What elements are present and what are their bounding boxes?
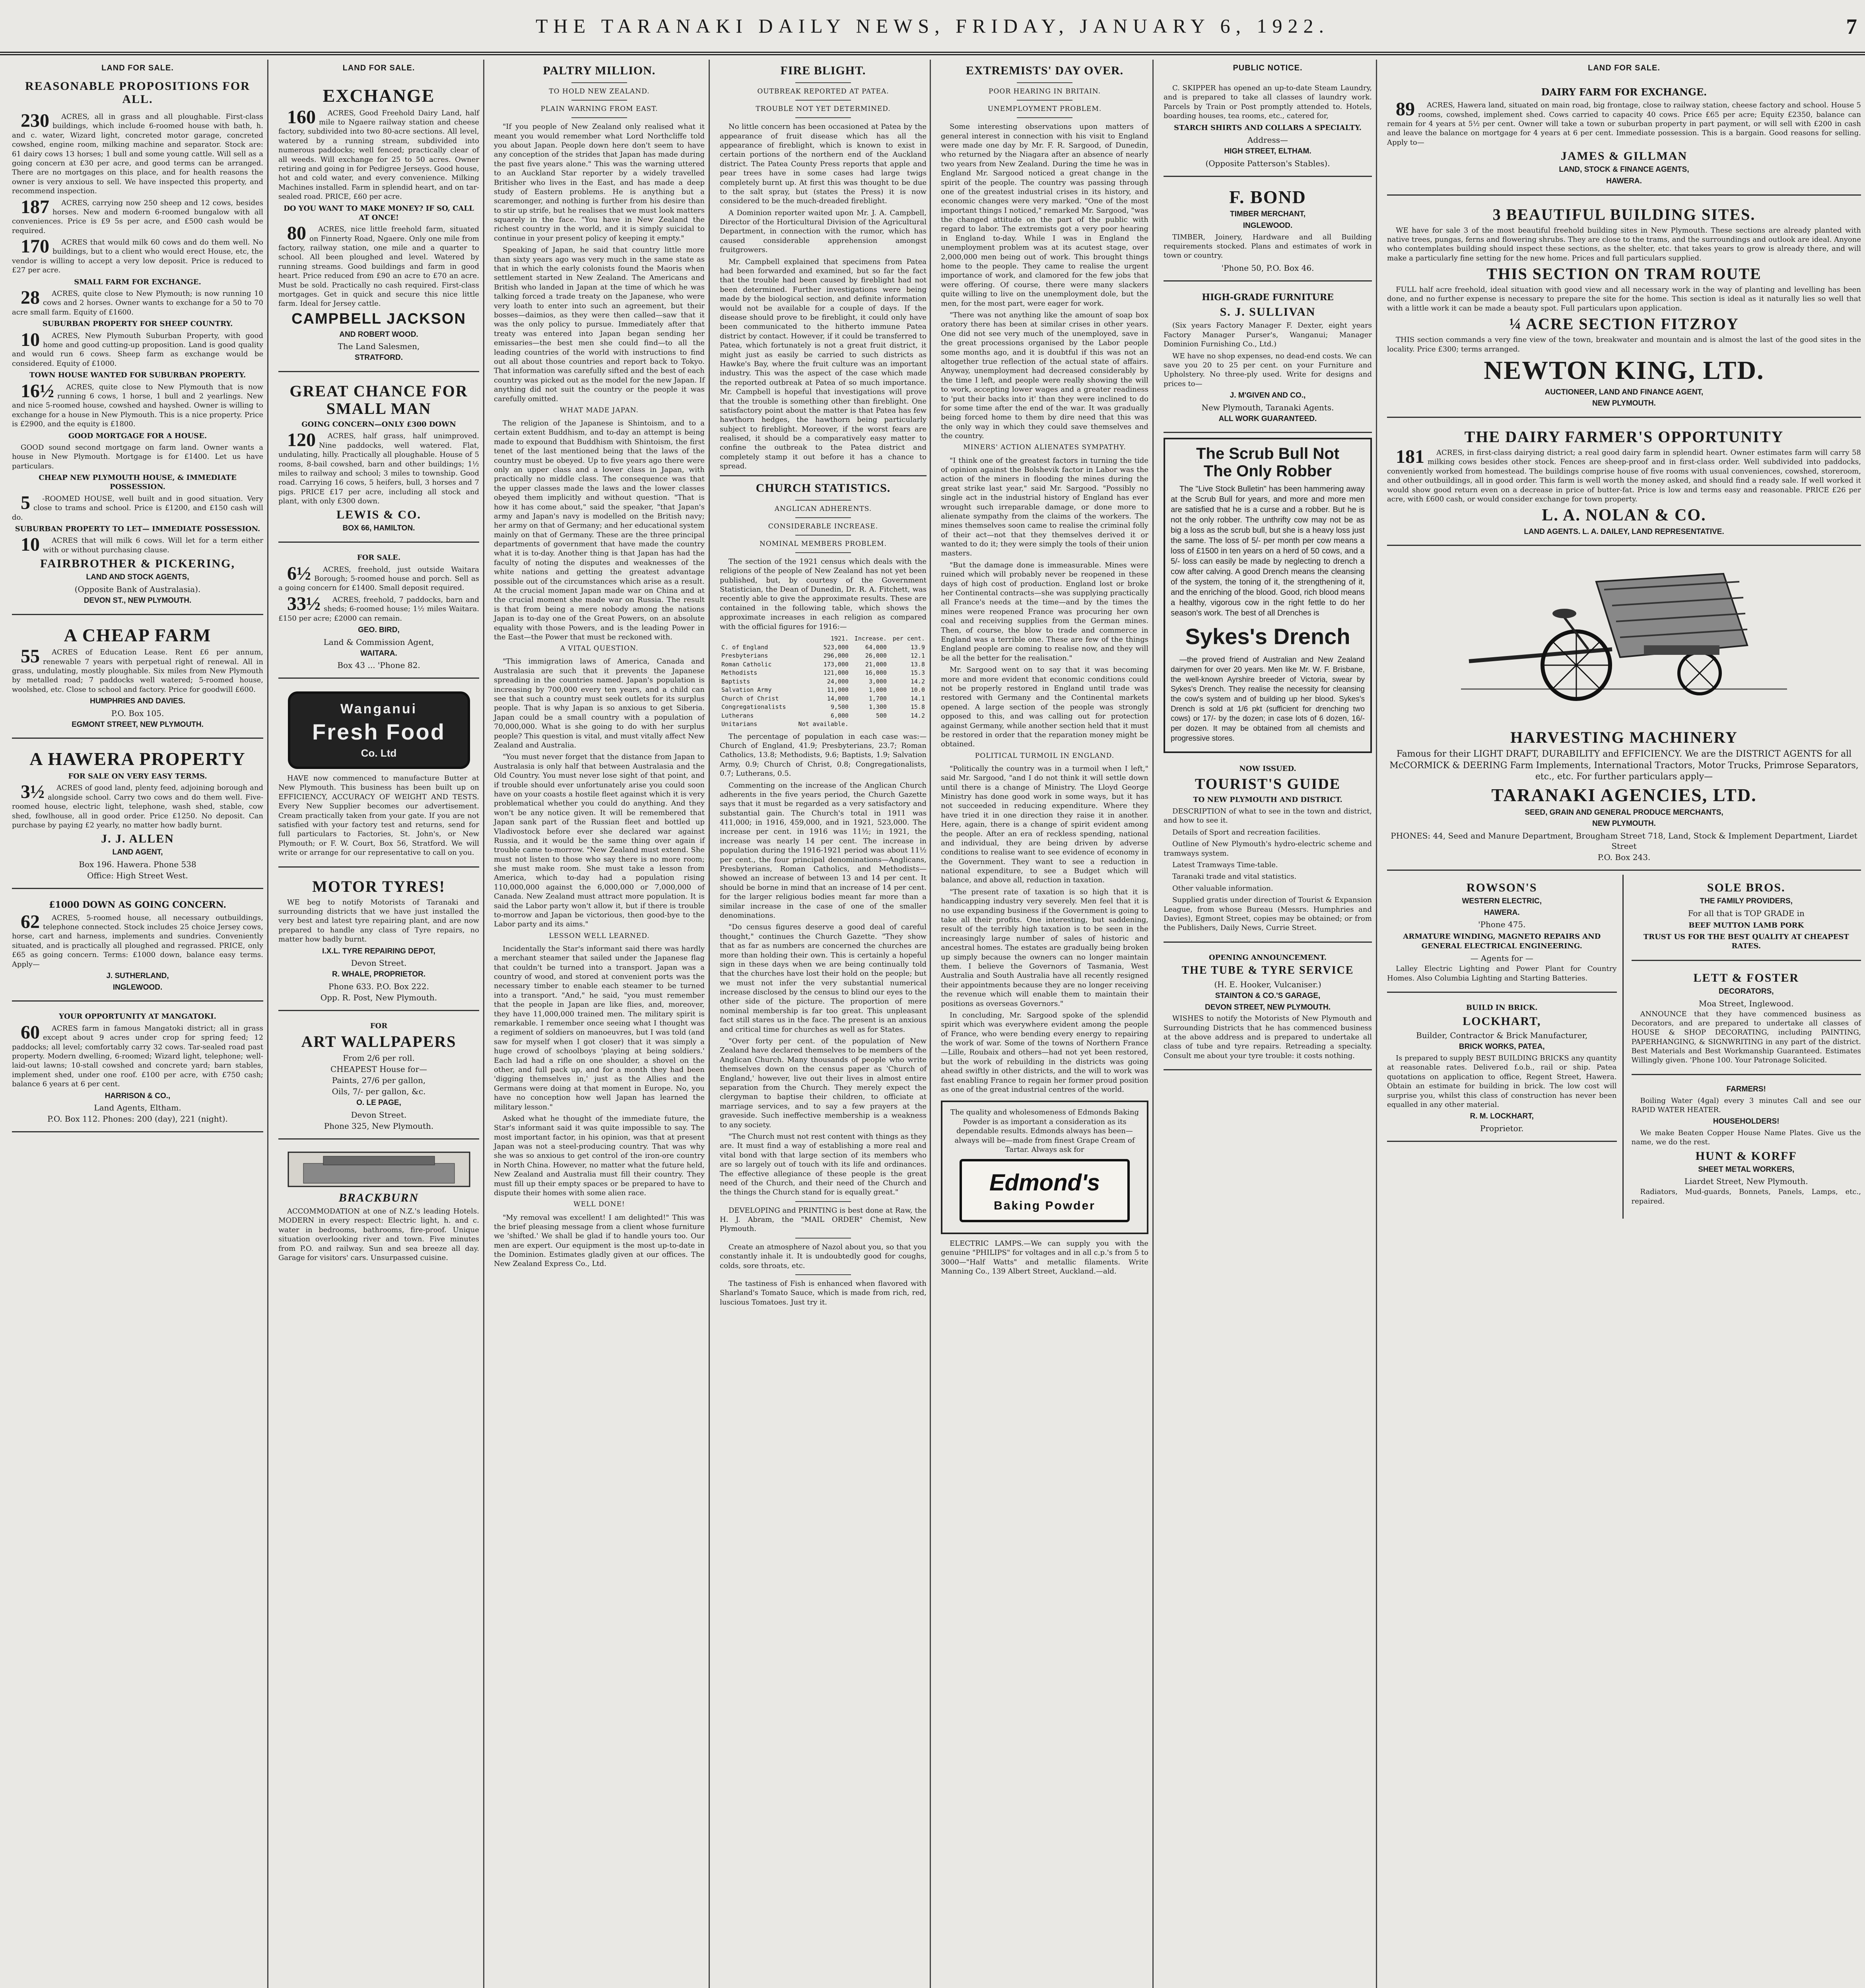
article-paragraph: "Politically the country was in a turmoil when I left," said Mr. Sargood, "and I do not think it will settle down until there is a change of Ministry. The Lloyd George Ministry has done good work in some ways, but it has not succeeded in reducing expenditure. Where they have tried it in one direction they raise it in another. Here, again, there is a change of spirit evident among the people. After an era of reckless spending, national and individual, they are being driven by adverse conditions to realise want to see evidence of economy in the Government. They want to see a reduction in national expenditure, to see a Budget which will balance, and above all, reduction in taxation. [941,764,1148,885]
ad-line: Paints, 27/6 per gallon, [332,1076,426,1085]
business-role: DECORATORS, [1718,987,1774,996]
article-subhead: POLITICAL TURMOIL IN ENGLAND. [975,751,1115,760]
category-heading: LAND FOR SALE. [101,64,174,72]
rule [795,117,851,118]
business-role: WESTERN ELECTRIC, [1462,897,1542,905]
ad-subheading: GOING CONCERN—ONLY £300 DOWN [301,420,456,429]
ad-items: BEEF MUTTON LAMB PORK [1688,921,1804,930]
category-heading: LAND FOR SALE. [1588,64,1660,72]
category-heading: PUBLIC NOTICE. [1233,64,1303,72]
ad-heading: The Only Robber [1203,462,1332,480]
rule [1017,82,1072,83]
ad-going-concern: £1000 DOWN AS GOING CONCERN. 62 ACRES, 5-roomed house, all necessary outbuildings, telephone connected. Stock includes 25 choice Jersey cows, horse, cart and harness, implements and sundries. Conveniently situated, and is practically all ploughed and regrassed. PRICE, only £65 as going concern. Terms: £1000 down, balance easy terms. Apply— J. SUTHERLAND, INGLEWOOD. [12,893,263,1002]
business-address: Devon Street. [351,958,407,968]
business-town: New Plymouth, Taranaki Agents. [1201,402,1334,412]
ad-body: Is prepared to supply BEST BUILDING BRICKS any quantity at reasonable rates. Delivered f.o.b., rail or ship. Patea quotations on application to office, Regent Street, Hawera. Obtain an estimate for building in brick. The low cost will surprise you, whilst this class of construction has never been equalled in any other material. [1387,1054,1617,1109]
ad-heading: THIS SECTION ON TRAM ROUTE [1486,265,1762,283]
column-paltry-million [490,60,709,1988]
rule [1017,117,1072,118]
ad-sykes-drench [1164,438,1372,753]
rule [795,535,851,536]
agent-role: Land Agents, Eltham. [94,1103,181,1113]
hotel-name: BRACKBURN [338,1191,419,1204]
ad-heading: HIGH-GRADE FURNITURE [1202,292,1334,303]
list-item: DESCRIPTION of what to see in the town and district, and how to see it. [1164,807,1372,825]
ad-skipper-laundry [1164,80,1372,177]
address-label: Address— [1247,135,1288,145]
article-deck: PLAIN WARNING FROM EAST. [540,105,658,113]
rule [571,82,627,83]
business-role: TIMBER MERCHANT, [1230,210,1306,219]
agent-subname: AND ROBERT WOOD. [339,330,418,339]
ad-body: We make Beaten Copper House Name Plates. Give us the name, we do the rest. [1631,1129,1861,1147]
business-role: THE FAMILY PROVIDERS, [1700,897,1793,905]
business-name: O. LE PAGE, [356,1099,401,1107]
ad-heading: A HAWERA PROPERTY [29,749,246,769]
bottom-ads-row [1387,875,1861,1219]
rule [795,100,851,101]
bottom-ads-right [1632,875,1861,1219]
table-row: Church of Christ 14,000 1,700 14.1 [721,695,925,702]
ad-body: Famous for their LIGHT DRAFT, DURABILITY and EFFICIENCY. We are the DISTRICT AGENTS for all McCORMICK & DEERING Farm Implements, International Tractors, Motor Trucks, Primrose Separators, etc., etc. For further particulars apply— [1389,749,1859,782]
ad-body: WE beg to notify Motorists of Taranaki and surrounding districts that we have just installed the very best and latest tyre repairing plant, and are now prepared to handle any class of Tyre repairs, no matter how badly burnt. [278,898,479,944]
article-paragraph: Speaking of Japan, he said that country little more than sixty years ago was very much in the same state as that in which the early colonists found the Maoris when settlement started in New Zealand. The Americans and British who landed in Japan at the time of which he was talking forced a trade treaty on the Japanese, who were very loath to enter into such an agreement, but their bosses—daimios, as they were then called—saw that it was the only policy to pursue. Immediately after that treaty was entered into Japan began sending her emissaries—the best men she could find—to all the leading countries of the world with instructions to find out all about those countries and report back to Tokyo. That information was carefully sifted and the best of each country was picked out as the model for the new Japan. If anything did not suit the country or the people it was carefully omitted. [494,246,705,403]
contact: Phone 633. P.O. Box 222. [328,981,429,991]
article-subhead: MINERS' ACTION ALIENATES SYMPATHY. [963,443,1126,452]
article-deck: POOR HEARING IN BRITAIN. [989,87,1101,95]
table-row: Roman Catholic 173,000 21,000 13.8 [721,660,925,668]
ad-body: Boiling Water (4gal) every 3 minutes Call and see our RAPID WATER HEATER. [1631,1096,1861,1114]
ad-lockhart [1387,997,1617,1142]
agent-contact: Box 43 ... 'Phone 82. [337,660,420,670]
listing-subhead: TOWN HOUSE WANTED FOR SUBURBAN PROPERTY. [29,371,246,380]
rule [795,1274,851,1275]
contact: PHONES: 44, Seed and Manure Department, Brougham Street 718, Land, Stock & Implement Department, Liardet Street [1391,831,1857,851]
agent-town: INGLEWOOD. [113,983,163,992]
article-deck: TROUBLE NOT YET DETERMINED. [756,105,891,113]
ad-fresh-food [278,683,479,867]
article-paragraph: The religion of the Japanese is Shintoism, and to a certain extent Buddhism, and to-day an attempt is being made to expound that Buddhism with Shintoism, the first tenet of the last mentioned being that the laws of the country must be obeyed. Up to five years ago there were only an upper class and a lower class in Japan, with practically no middle class. The consequence was that the upper classes made the laws and the lower classes obeyed them implicitly and without question. "That is how it has come about," said the speaker, "that Japan's army and Japan's navy is modelled on the British navy; her army on that of Germany; and her educational system mainly on that of Germany. These are the three principal departments of government that have made the country what it is to-day. Another thing is that Japan has had the faculty of noting the disputes and weaknesses of the white nations and getting the greatest advantage possible out of the circumstances which arise as a result. At the crucial moment Japan made war on China and at the crucial moment she made war on Russia. The result is that from being a mere nobody among the nations Japan is to-day one of the Great Powers, on an absolute equality with those Powers, and is the leading Power in the East—the Power that must be reckoned with. [494,419,705,641]
agent-name: HARRISON & CO., [105,1091,171,1100]
ad-hunt-korff [1632,1079,1861,1215]
agent-contact: P.O. Box 112. Phones: 200 (day), 221 (night). [47,1114,228,1124]
article-paragraph: "Do census figures deserve a good deal of careful thought," continues the Church Gazette. "They show that as far as numbers are concerned the churches are more than holding their own. This is certainly a hopeful sign in these days when we are being continually told that the churches have lost their hold on the people; but we must not infer the very substantial numerical increase disclosed by the census to blind our eyes to the other side of the picture. The proportion of mere nominal membership is far too great. This unpleasant fact still stares us in the face. The present is an anxious and critical time for churches as well as for States. [720,923,927,1034]
ad-body: TIMBER, Joinery, Hardware and all Building requirements stocked. Plans and estimates of work in town or country. [1164,233,1372,260]
ad-tube-tyre [1164,947,1372,1071]
article-paragraph: "The present rate of taxation is so high that it is handicapping industry very severely. Men feel that it is no use expanding business if the Government is going to take all their profits. One interesting, but saddening, result of the terribly high taxation is to be seen in the increasingly large number of sales of historic and ancestral homes. The estates are gradually being broken up simply because the owners can no longer maintain them. I believe the Governors of Tasmania, West Australia and South Australia have all recently resigned their appointments because they are no longer receiving the revenue which will enable them to maintain their positions as overseas Governors." [941,887,1148,1008]
ad-body: Radiators, Mud-guards, Bonnets, Panels, Lamps, etc., repaired. [1631,1188,1861,1206]
ad-kicker: — Agents for — [1470,953,1533,963]
ad-bond-timber [1164,181,1372,282]
notice-paragraph: DEVELOPING and PRINTING is best done at Raw, the H. J. Abram, the "MAIL ORDER" Chemist, New Plymouth. [720,1206,927,1233]
ad-body: THIS section commands a very fine view of the town, breakwater and mountain and is almost the last of the good sites in the locality. Price £300; terms arranged. [1387,336,1861,353]
agent-role: LAND AND STOCK AGENTS, [86,573,189,582]
article-headline: FIRE BLIGHT. [780,64,866,77]
notice-paragraph: ELECTRIC LAMPS.—We can supply you with the genuine "PHILIPS" for voltages and in all c.p.'s from 5 to 3000—"Half Watts" and metallic filaments. Write Manning Co., 139 Albert Street, Auckland.—ald. [941,1239,1148,1276]
article-deck: NOMINAL MEMBERS PROBLEM. [760,540,887,548]
agent-name: NEWTON KING, LTD. [1484,356,1764,385]
ad-body: ANNOUNCE that they have commenced business as Decorators, and are prepared to undertake all classes of HOUSE & SHOP DECORATING, including PAINTING, PAPERHANGING, & SIGNWRITING in any part of the district. Best Materials and Best Workmanship Guaranteed. Estimates Willingly given. 'Phone 100. Your Patronage Solicited. [1631,1010,1861,1065]
business-note: ALL WORK GUARANTEED. [1218,414,1317,423]
ad-body: ARMATURE WINDING, MAGNETO REPAIRS AND GENERAL ELECTRICAL ENGINEERING. [1403,932,1601,950]
bottom-ads-left [1387,875,1624,1219]
agent-town: HAWERA. [1606,177,1642,185]
article-paragraph: Mr. Sargood went on to say that it was becoming more and more evident that economic conditions could not be properly restored in England until trade was restored with Germany and the Continental markets opened. A large section of the people was strongly opposed to this, and was calling out for protection against Germany, while another section held that it must be restored in order that the reparation money might be obtained. [941,666,1148,749]
ad-great-chance: GREAT CHANCE FOR SMALL MAN GOING CONCERN—ONLY £300 DOWN 120 ACRES, half grass, half unimproved. Nine paddocks, well watered. Flat, undulating, hilly. Practically all ploughable. House of 5 rooms, 8-bail cowshed, barn and other buildings; 1½ miles to railway and school; 3 miles to township. Good road. Carrying 16 cows, 5 heifers, bull, 3 horses and 7 pigs. PRICE £17 per acre, including all stock and plant, with only £300 down. LEWIS & CO. BOX 66, HAMILTON. [278,376,479,543]
list-item: Supplied gratis under direction of Tourist & Expansion League, from whose Bureau (Messrs. Humphries and Davies), Egmont Street, copies may be obtained; or from the Publishers, Daily News, Currie Street. [1164,896,1372,932]
article-headline: EXTREMISTS' DAY OVER. [966,64,1124,77]
contact: 'Phone 475. [1478,920,1526,930]
ad-line: CHEAPEST House for— [330,1064,427,1074]
ad-subheading: TO NEW PLYMOUTH AND DISTRICT. [1193,795,1342,804]
ad-heading: REASONABLE PROPOSITIONS FOR ALL. [25,80,250,106]
hotel-illustration [288,1151,470,1187]
article-deck: ANGLICAN ADHERENTS. [774,505,872,513]
agent-name: HUMPHRIES AND DAVIES. [90,697,185,706]
business-name: SOLE BROS. [1707,881,1785,894]
notice-paragraph: The tastiness of Fish is enhanced when flavored with Sharland's Tomato Sauce, which is made from rich, red, luscious Tomatoes. Just try it. [720,1279,927,1307]
article-paragraph: Asked what he thought of the immediate future, the Star's informant said it was quite impossible to say. The most important factor, in his opinion, was that at present Japan was not a steel-producing country. That was why she was so anxious to get control of the iron-ore country in North China. However, no matter what the future held, New Zealand and Australia must fill their country. They must fill up their empty spaces or be prepared to have to dispute their homes with some alien race. [494,1114,705,1198]
article-deck: TO HOLD NEW ZEALAND. [549,87,650,95]
address-note: (Opposite Patterson's Stables). [1205,158,1330,168]
ad-body: WE have for sale 3 of the most beautiful freehold building sites in New Plymouth. These sections are already planted with native trees, pungas, ferns and flowering shrubs. They are close to the trams, and the surroundings and outlook are ideal. Anyone who contemplates building should inspect these sections, as the shelter, etc. that takes years to grow is already there, and will make a particularly fine setting for the new home. Prices and full particulars supplied. [1387,226,1861,262]
ad-dairy-exchange: DAIRY FARM FOR EXCHANGE. 89 ACRES, Hawera land, situated on main road, big frontage, close to railway station, cheese factory and school. House 5 rooms, cowshed, implement shed. Cows carried to capacity 40 cows. Price £65 per acre; Equity £2350, balance can remain for 4 years at 5½ per cent. Owner will take a town or suburban property in part payment, or will sell with £200 in cash and leave the balance on mortgage for 4 years at 6 per cent. Immediate possession. This is a bargain. Good reasons for selling. Apply to— JAMES & GILLMAN LAND, STOCK & FINANCE AGENTS, HAWERA. [1387,80,1861,196]
business-town: HAWERA. [1484,908,1520,917]
page-number: 7 [1846,14,1857,39]
column-notices [1160,60,1376,1988]
business-name: ROWSON'S [1466,881,1537,894]
ad-listing-block [12,108,263,615]
rule [1017,100,1072,101]
ad-heading: YOUR OPPORTUNITY AT MANGATOKI. [59,1012,216,1021]
agent-town: WAITARA. [360,649,397,658]
ad-body: C. SKIPPER has opened an up-to-date Steam Laundry, and is prepared to take all classes of laundry work. Parcels by Train or Post promptly attended to. Hotels, boarding houses, tea rooms, etc., catered for, [1164,84,1372,120]
listing-subhead: SUBURBAN PROPERTY TO LET— IMMEDIATE POSSESSION. [15,525,260,534]
agent-role: LAND, STOCK & FINANCE AGENTS, [1559,165,1689,174]
table-row: Lutherans 6,000 500 14.2 [721,712,925,719]
business-name: I.X.L. TYRE REPAIRING DEPOT, [322,947,435,955]
ad-heading: BUILD IN BRICK. [1466,1003,1538,1012]
list-item: Taranaki trade and vital statistics. [1172,872,1297,881]
edmonds-logo: Edmond's Baking Powder [960,1159,1130,1222]
business-name: J. M'GIVEN AND CO., [1230,391,1306,400]
listing-subhead: SMALL FARM FOR EXCHANGE. [74,278,201,286]
ad-heading: EXCHANGE [322,85,435,106]
agent-name: LEWIS & CO. [336,508,421,522]
rule [795,82,851,83]
agent-role: LAND AGENT, [112,848,163,857]
list-item: Outline of New Plymouth's hydro-electric scheme and tramways system. [1164,840,1372,858]
listing-subhead: CHEAP NEW PLYMOUTH HOUSE, & IMMEDIATE POSSESSION. [39,474,237,491]
ad-heading: ART WALLPAPERS [301,1033,457,1051]
ad-body: The "Live Stock Bulletin" has been hammering away at the Scrub Bull for years, and more and more men are satisfied that he is a curse and a robber. But he is not the only robber. The unthrifty cow may not be as big a loss as the scrub bull, but she is a heavy loss just the same. The loss of 5/- per month per cow means a loss of £1500 in ten years on a herd of 50 cows, and a 5/- loss can easily be made by neglecting to drench a cow after calving. A good Drench means the cleansing of the system, the toning of it, the strengthening of it, and the enriching of the blood. Good, rich blood means a healthy, vigorous cow in the right fettle to do her season's work. The best of all Drenches is [1171,485,1365,618]
business-address: Devon Street. [351,1110,407,1120]
ad-sullivan-furniture [1164,285,1372,433]
business-role: Builder, Contractor & Brick Manufacturer, [1416,1031,1588,1041]
article-paragraph: The section of the 1921 census which deals with the religions of the people of New Zealand has not yet been published, but, by courtesy of the Government Statistician, the Dean of Dunedin, Dr. R. A. Fitchett, was recently able to give the approximate results. These are contained in the following table, which shows the approximate increases in each religion as compared with the official figures for 1916:— [720,557,927,631]
agent-role: LAND AGENTS. L. A. DAILEY, LAND REPRESENTATIVE. [1524,527,1724,536]
agent-name: JAMES & GILLMAN [1560,149,1688,163]
ad-kicker: OPENING ANNOUNCEMENT. [1208,953,1327,962]
ad-heading: DAIRY FARM FOR EXCHANGE. [1541,86,1707,98]
ad-body: WISHES to notify the Motorists of New Plymouth and Surrounding Districts that he has commenced business at the above address and is prepared to undertake all class of tube and tyre repairs. Retreading a specialty. Consult me about your tyre trouble: it costs nothing. [1164,1014,1372,1060]
article-paragraph: "If you people of New Zealand only realised what it meant you would remember what Lord Northcliffe told you about Japan. People down here don't seem to have any conception of the strides that Japan has made during the past five years alone." This was the warning uttered to an Auckland Star reporter by a widely travelled Britisher who lives in the East, and has made a deep study of Eastern problems. He is anything but a scaremonger, and nothing is further from his desire than to stir up strife, but he realises that we must look matters squarely in the face. "You have in New Zealand the richest country in the world, and it is simply suicidal to continue in your present policy of keeping it empty." [494,122,705,243]
article-paragraph: The percentage of population in each case was:—Church of England, 41.9; Presbyterians, 23.7; Roman Catholics, 13.8; Methodists, 9.6; Baptists, 1.9; Salvation Army, 0.9; Church of Christ, 0.8; Congregationalists, 0.7; Lutherans, 0.5. [720,732,927,778]
agent-name: FAIRBROTHER & PICKERING, [40,557,235,571]
ad-body: The quality and wholesomeness of Edmonds Baking Powder is as important a consideration as its dependable results. Edmonds always has been—always will be—made from finest Grape Cream of Tartar. Always ask for [950,1108,1139,1154]
listing: 10 ACRES, New Plymouth Suburban Property, with good home and good cutting-up proposition. Land is good quality and would run 6 cows. Sheep farm as exchange would be considered. Equity of £1000. [12,329,263,368]
ad-lett-foster [1632,965,1861,1075]
article-paragraph: "Over forty per cent. of the population of New Zealand have declared themselves to be members of the Anglican Church. Many thousands of people who write themselves down on the census paper as 'Church of England,' however, live out their lives in almost entire separation from the Church. They merely expect the clergyman to baptise their children, to officiate at marriage services, and to say a few prayers at the graveside. Such ineffective membership is a weakness to any society. [720,1037,927,1129]
business-town: NEW PLYMOUTH. [1592,819,1656,828]
agent-role: Land & Commission Agent, [323,637,434,647]
column-rule [267,60,268,1988]
agent-name: J. J. ALLEN [101,832,174,846]
category-heading: LAND FOR SALE. [342,64,415,72]
ad-line: Oils, 7/- per gallon, &c. [332,1087,426,1097]
agent-name: J. SUTHERLAND, [106,972,169,980]
ad-body: HAVE now commenced to manufacture Butter at New Plymouth. This business has been built up on EFFICIENCY, ACCURACY OF WEIGHT AND TESTS. Every New Supplier becomes our advertisement. Cream practically taken from your gate. If you are not satisfied with your factory test and returns, send for full particulars to Factories, St. John's, or New Plymouth; or F. W. Court, Box 56, Stratford. We will write or arrange for our representative to call on you. [278,774,479,857]
column-fire-blight [716,60,931,1988]
proprietor-title: Proprietor. [1480,1124,1524,1134]
business-address: Liardet Street, New Plymouth. [1684,1176,1808,1186]
article-headline: PALTRY MILLION. [543,64,656,77]
listing: 170 ACRES that would milk 60 cows and do them well. No buildings, but to a client who would erect House, etc, the vendor is willing to accept a very low deposit. Price is reduced to £27 per acre. [12,236,263,275]
listing: 16½ ACRES, quite close to New Plymouth that is now running 6 cows, 1 horse, 1 bull and 2 yearlings. New and nice 5-roomed house, cowshed and hayshed. Owner is willing to exchange for a house in New Plymouth. This is a nice property. Price is £2900, and the equity is £1800. [12,380,263,429]
proprietor: R. WHALE, PROPRIETOR. [332,970,426,979]
article-paragraph: In concluding, Mr. Sargood spoke of the splendid spirit which was everywhere evident among the people of France, who were bending every energy to repairing the work of war. Some of the towns of Northern France—Lille, Roubaix and others—had not yet been restored, but the work of rebuilding in the districts was going ahead swiftly in other districts, and the will to work was fast enabling France to regain her former proud position as one of the great industrial centres of the world. [941,1011,1148,1094]
ad-newton-king [1387,200,1861,418]
business-name: HUNT & KORFF [1695,1149,1797,1163]
proprietor: R. M. LOCKHART, [1470,1112,1534,1121]
ad-heading: MOTOR TYRES! [312,877,445,895]
business-town: INGLEWOOD. [1243,221,1293,230]
business-name: TARANAKI AGENCIES, LTD. [1491,785,1757,805]
ad-hotel [278,1143,479,1271]
column-rule [709,60,710,1988]
rule [795,1201,851,1202]
proprietor: (H. E. Hooker, Vulcaniser.) [1214,979,1321,989]
article-paragraph: Incidentally the Star's informant said there was hardly a merchant steamer that sailed under the Japanese flag that couldn't be turned into a transport. Japan was a country of wood, and stored at convenient ports was the necessary timber to enable each steamer to be turned into a transport. "And," he said, "you must remember that the people in Japan are like flies, and, moreover, they have 11,000,000 trained men. The military spirit is remarkable. I remember once seeing what I thought was a regiment of soldiers on manoeuvres, but I was told (and saw for myself when I got closer) that it was simply a huge crowd of schoolboys 'playing at being soldiers.' Each lad had a rifle on one shoulder, a shovel on the other, and full pack up, and for a month they had been 'digging themselves in,' just as the Allies and the Germans were doing at that moment in Europe. No, you have no conception how well Japan has learned the military lesson." [494,944,705,1111]
article-subhead: LESSON WELL LEARNED. [549,932,650,940]
ad-heading: GREAT CHANCE FOR SMALL MAN [289,382,468,417]
ad-line: For all that is TOP GRADE in [1688,908,1805,918]
ad-note: (Six years Factory Manager F. Dexter, eight years Factory Manager Purser's, Wanganui; Manager Dominion Furnishing Co., Ltd.) [1164,321,1372,349]
contact-location: Opp. R. Post, New Plymouth. [320,992,437,1002]
agent-name: CAMPBELL JACKSON [291,310,466,327]
agent-role: The Land Salesmen, [338,342,420,351]
ad-exchange: EXCHANGE 160 ACRES, Good Freehold Dairy Land, half mile to Ngaere railway station and cheese factory, subdivided into two 80-acre sections. All level, watered by a running stream, subdivided into numerous paddocks; well fenced; practically clear of all weeds. Will exchange for 25 to 50 acres. Owner retiring and going in for Pedigree Jerseys. Good house, hot and cold water, and every convenience. Milking Machines installed. Farm in splendid heart, and on tar-sealed road. PRICE, £60 per acre. DO YOU WANT TO MAKE MONEY? IF SO, CALL AT ONCE! 80 ACRES, nice little freehold farm, situated on Finnerty Road, Ngaere. Only one mile from factory, railway station, one mile and a quarter to school. All been ploughed and level. Watered by running streams. Good buildings and farm in good heart. Price reduced from £90 an acre to £70 an acre. Must be sold. Practically no cash required. First-class mortgages. Get in quick and secure this nice little farm. Ideal for Jersey cattle. CAMPBELL JACKSON AND ROBERT WOOD. The Land Salesmen, STRATFORD. [278,80,479,372]
agent-town: NEW PLYMOUTH. [1592,399,1656,408]
column-rule [1152,60,1154,1988]
business-town: BRICK WORKS, PATEA, [1459,1043,1545,1051]
table-row: Unitarians Not available. [721,720,849,728]
column-extremists [937,60,1152,1988]
article-subhead: WELL DONE! [573,1200,625,1209]
ad-motor-tyres [278,872,479,1011]
ad-heading: £1000 DOWN AS GOING CONCERN. [49,900,227,911]
business-address: STAINTON & CO.'S GARAGE, [1215,991,1321,1000]
agent-name: GEO. BIRD, [358,625,400,634]
list-item: Details of Sport and recreation facilities. [1172,828,1321,837]
table-row: Baptists 24,000 3,000 14.2 [721,678,925,685]
ad-kicker: FOR [370,1021,388,1030]
ad-cheap-farm: A CHEAP FARM 55 ACRES of Education Lease. Rent £6 per annum, renewable 7 years with perpetual right of renewal. All in grass, undulating, mostly ploughable. Six miles from New Plymouth by metalled road; 7 paddocks well watered; 5-roomed house, woolshed, etc. Close to school and factory. Price for goodwill £600. HUMPHRIES AND DAVIES. P.O. Box 105. EGMONT STREET, NEW PLYMOUTH. [12,619,263,739]
ad-slogan: TRUST US FOR THE BEST QUALITY AT CHEAPEST RATES. [1643,933,1849,951]
ad-harvesting-machinery [1387,550,1861,871]
article-headline: CHURCH STATISTICS. [756,481,891,495]
article-paragraph: "But the damage done is immeasurable. Mines were ruined which will probably never be reopened in these days of high cost of production. England lost or broke her Continental contracts—she was supplying practically all France's needs at the time—and by the times the mines were reopened France was procuring her own coal and receiving supplies from the German mines. Then, of course, the blow to trade and commerce in England was a terrible one. These are few of the things England people are coming to realise now, and they will be all the better for the realisation." [941,561,1148,662]
article-paragraph: "This immigration laws of America, Canada and Australasia are such that it prevents the Japanese spreading in the countries named. Japan's population is increasing by 700,000 every ten years, and a child can see that such a country must seek outlets for its surplus people. That is why Japan is so anxious to get Siberia. Japan could be a small country with a population of 70,000,000. What is she going to do with her surplus people? This question is vital, and must vitally affect New Zealand and Australia. [494,657,705,749]
address: HIGH STREET, ELTHAM. [1224,147,1311,155]
article-subhead: A VITAL QUESTION. [560,645,639,653]
ad-edmonds [941,1101,1148,1234]
list-item: Latest Tramways Time-table. [1172,861,1278,869]
ad-heading: The Scrub Bull Not [1196,445,1339,463]
ad-heading: ¼ ACRE SECTION FITZROY [1509,315,1739,333]
article-deck: CONSIDERABLE INCREASE. [768,522,878,530]
article-paragraph: "The Church must not rest content with things as they are. It must find a way of establishing a more real and vital bond with that large section of its members who are so largely out of touch with its life and ordinances. The effective allegiance of these people is the great need of the Church, and their need of the Church and the things the Church stand for is equally great." [720,1132,927,1197]
column-rule [1376,60,1377,1988]
ad-body: WE have no shop expenses, no dead-end costs. We can save you 20 to 25 per cent. on your Furniture and Upholstery. No three-ply used. Write for designs and prices to— [1164,351,1372,388]
article-paragraph: "You must never forget that the distance from Japan to Australasia is only half that between Australasia and the Old Country. You must never lose sight of that point, and if trouble should ever unfortunately arise you could soon have on your coasts a hostile fleet against which it is very problematical whether you could do anything. And they won't be any notice given. It will be remembered that Japan sank part of the Russian fleet and bottled up Vladivostock before ever she declared war against Russia, and it would be the same thing over again if trouble came to-morrow. "New Zealand must extend. She must not listen to those who say there is no more room; she must make room. She must take a lesson from America, which to-day had a population rising 110,000,000 against the 6,000,000 or 7,000,000 of Canada. New Zealand must attract more population. It is said the Labor party won't allow it, but if there is trouble to-morrow and Japan be victorious, then good-bye to the Labor party and its aims." [494,753,705,929]
ad-heading: HARVESTING MACHINERY [1510,728,1738,747]
ad-subheading: FOR SALE ON VERY EASY TERMS. [68,772,207,781]
table-row: Congregationalists 9,500 1,300 15.8 [721,703,925,711]
fresh-food-logo: Wanganui Fresh Food Co. Ltd [288,691,470,769]
ad-line: From 2/6 per roll. [343,1053,415,1063]
business-name: S. J. SULLIVAN [1220,305,1316,319]
rule [795,500,851,501]
agent-box: P.O. Box 105. [111,708,164,718]
article-paragraph: Mr. Campbell explained that specimens from Patea had been forwarded and examined, but so far the fact that the trouble had been caused by fireblight had not been determined. Further investigations were being made by the biological section, and definite information would not be available for a couple of days. If the disease should prove to be fireblight, it could only have been communicated to the hitherto immune Patea district by contact. However, if it could be transferred to Patea, which fortunately is not a great fruit district, it might just as easily be carried to such districts as Hawke's Bay, where the fruit culture was an important industry. This was the aspect of the case which made the reported outbreak at Patea of so much importance. Mr. Campbell is hopeful that investigations will prove that the trouble is something other than fireblight. One satisfactory point about the matter is that Patea has few hawthorn hedges, the hawthorn being particularly subject to fireblight. Moreover, if the worst fears are realised, it should be a comparatively easy matter to confine the outbreak to the Patea district and completely stamp it out before it has a chance to spread. [720,257,927,471]
ad-kicker: NOW ISSUED. [1239,765,1296,773]
agent-town: STRATFORD. [354,353,403,362]
article-deck: OUTBREAK REPORTED AT PATEA. [757,87,889,95]
rule [571,117,627,118]
ad-heading: FOR SALE. [357,553,401,562]
article-paragraph: "I think one of the greatest factors in turning the tide of opinion against the Bolshevik factor in Labor was the action of the miners in flooding the mines during the great strike last year," said Mr. Sargood. "Possibly no single act in the industrial history of England has ever wrought such irreparable damage, or done more to alienate sympathy from the claims of the workers. The mines themselves soon came to realise the criminal folly of their act—not that they themselves derived it or wanted to do it; they were simply the tools of their union masters. [941,456,1148,558]
business-address: Moa Street, Inglewood. [1698,998,1794,1008]
rule [795,517,851,518]
notice-paragraph: Create an atmosphere of Nazol about you, so that you constantly inhale it. It is undoubtedly good for coughs, colds, sore throats, etc. [720,1242,927,1270]
article-subhead: WHAT MADE JAPAN. [560,406,639,414]
article-paragraph: "There was not anything like the amount of soap box oratory there has been at similar crises in other years. One did not see very much of the unemployed, save in the great processions organised by the Labor people some months ago, and it is doubtful if this was not an altogether true reflection of the actual state of affairs. Anyway, unemployment had decreased considerably by the time I left, and people were really showing the will to work, accepting lower wages and a greater readiness to 'put their backs into it' than they were inclined to do for some time after the end of the war. It was gradually being forced home to them by dire need that this was the only way in which they could save themselves and the country. [941,311,1148,441]
ad-body: FULL half acre freehold, ideal situation with good view and all necessary work in the way of planting and levelling has been done, and no further expense is necessary to prepare the site for the home. This section is ideal as it naturally lies so well that with a little work it can be made a beauty spot. Full particulars upon application. [1387,285,1861,313]
contact: 'Phone 50, P.O. Box 46. [1221,263,1314,273]
ad-sole-bros [1632,875,1861,961]
ad-specialty: STARCH SHIRTS AND COLLARS A SPECIALTY. [1173,123,1362,132]
ad-heading: 3 BEAUTIFUL BUILDING SITES. [1492,205,1756,223]
ad-subheading: DO YOU WANT TO MAKE MONEY? IF SO, CALL AT ONCE! [284,204,474,222]
masthead [0,0,1865,55]
ad-heading: HOUSEHOLDERS! [1713,1117,1780,1126]
ad-dairy-opportunity: THE DAIRY FARMER'S OPPORTUNITY 181 ACRES, in first-class dairying district; a real good dairy farm in splendid heart. Owner estimates farm will carry 58 milking cows besides other stock. Fences are sheep-proof and in first-class order. Well subdivided into paddocks, conveniently worked from homestead. The buildings comprise house of five rooms with usual conveniences, cowshed, storeroom, and other outbuildings, all in good order. This farm is well worth the money asked, and should find a ready sale. If well worked it would show good return even on a decrease in price of butter-fat. Price is low and terms easy and reasonable. PRICE £26 per acre, with £600 cash, or would consider exchange for town property. L. A. NOLAN & CO. LAND AGENTS. L. A. DAILEY, LAND REPRESENTATIVE. [1387,422,1861,546]
ad-heading: A CHEAP FARM [64,625,212,645]
agent-box: BOX 66, HAMILTON. [342,524,415,533]
table-row: Methodists 121,000 16,000 15.3 [721,669,925,677]
article-deck: UNEMPLOYMENT PROBLEM. [987,105,1102,113]
column-land-for-sale-1 [8,60,267,1988]
agent-address: DEVON ST., NEW PLYMOUTH. [84,596,192,605]
agent-address: EGMONT STREET, NEW PLYMOUTH. [72,720,204,729]
listing: 28 ACRES, quite close to New Plymouth; is now running 10 cows and 2 horses. Owner wants to exchange for a 50 to 70 acre small farm. Equity of £1600. [12,287,263,316]
religion-statistics-table [720,635,927,729]
business-role: SHEET METAL WORKERS, [1698,1165,1795,1174]
agent-contact: Box 196. Hawera. Phone 538 [79,860,196,870]
business-name: LETT & FOSTER [1693,971,1799,984]
ad-heading: FARMERS! [1726,1085,1766,1093]
rule [720,475,927,476]
article-paragraph: No little concern has been occasioned at Patea by the appearance of fruit disease which has all the appearance of fireblight, which is known to exist in certain portions of the northern end of the Auckland district. The Patea County Press reports that apple and pear trees have in some cases had large twigs completely burnt up. At first this was thought to be due to the salt spray, but (states the Press) it is now considered to be the much-dreaded fireblight. [720,122,927,206]
agent-note: (Opposite Bank of Australasia). [74,584,201,594]
listing: 187 ACRES, carrying now 250 sheep and 12 cows, besides horses. New and modern 6-roomed bungalow with all conveniences. Price is £9 5s per acre, and £500 cash would be required. [12,196,263,235]
ad-mangatoki: YOUR OPPORTUNITY AT MANGATOKI. 60 ACRES farm in famous Mangatoki district; all in grass except about 9 acres under crop for spring feed; 12 paddocks; all level; comfortably carry 32 cows. Tar-sealed road past property. Modern dwelling, 6-roomed; Wizard light, telephone; well-laid-out lawns; 10-stall cowshed and concrete yard; barn stables, implement shed, under one roof. £100 per acre, with £750 cash; balance 6 years at 6 per cent. HARRISON & CO., Land Agents, Eltham. P.O. Box 112. Phones: 200 (day), 221 (night). [12,1006,263,1132]
table-header-row: 1921. Increase. per cent. [830,635,925,643]
rule [795,1238,851,1239]
ad-heading: THE DAIRY FARMER'S OPPORTUNITY [1464,428,1784,446]
listing: GOOD sound second mortgage on farm land. Owner wants a house in New Plymouth. Mortgage is for £1400. Let us have particulars. [12,443,263,470]
ad-body: Lalley Electric Lighting and Power Plant for Country Homes. Also Columbia Lighting and Starting Batteries. [1387,965,1617,982]
column-land-for-sale-2 [274,60,483,1988]
contact: Phone 325, New Plymouth. [324,1121,434,1131]
table-row: Presbyterians 296,000 26,000 12.1 [721,652,925,660]
contact-box: P.O. Box 243. [1597,852,1651,862]
business-name: LOCKHART, [1463,1015,1541,1028]
table-row: C. of England 523,000 64,000 13.9 [721,643,925,651]
harvesting-machine-illustration [1445,558,1803,725]
listing: 10 ACRES that will milk 6 cows. Will let for a term either with or without purchasing clause. [21,534,263,555]
article-paragraph: A Dominion reporter waited upon Mr. J. A. Campbell, Director of the Horticultural Division of the Agricultural Department, in connection with the rumor, which has caused considerable apprehension amongst fruitgrowers. [720,208,927,254]
ad-art-wallpapers [278,1015,479,1140]
rule [795,552,851,553]
masthead-title: THE TARANAKI DAILY NEWS, FRIDAY, JANUARY 6, 1922. [535,15,1329,37]
agent-office: Office: High Street West. [87,871,188,881]
business-name: F. BOND [1229,186,1306,207]
listing-subhead: GOOD MORTGAGE FOR A HOUSE. [68,431,207,440]
business-role: SEED, GRAIN AND GENERAL PRODUCE MERCHANTS, [1525,808,1723,817]
listing: 5 -ROOMED HOUSE, well built and in good situation. Very close to trams and school. Price is £1200, and £150 cash will do. [12,492,263,522]
ad-waitara: FOR SALE. 6½ ACRES, freehold, just outside Waitara Borough; 5-roomed house and porch. Sell as a going concern for £1400. Small deposit required. 33½ ACRES, freehold, 7 paddocks, barn and sheds; 6-roomed house; 1½ miles Waitara. £150 per acre; £2000 can remain. GEO. BIRD, Land & Commission Agent, WAITARA. Box 43 ... 'Phone 82. [278,547,479,679]
table-row: Salvation Army 11,000 1,000 10.0 [721,686,925,694]
article-paragraph: Commenting on the increase of the Anglican Church adherents in the five years period, the Church Gazette says that it must be regarded as a very satisfactory and substantial gain. The Church's total in 1911 was 411,000; in 1916, 459,000, and in 1921, 523,000. The increase per cent. in 1916 was 11½; in 1921, the increase was nearly 14 per cent. The increase in population during the 1916-1921 period was about 11½ per cent., the four principal denominations—Anglicans, Presbyterians, Roman Catholics, and Methodists—showed an increase of between 13 and 14 per cent. It should be borne in mind that an increase of 14 per cent. for the larger religious bodies meant far more than a similar increase in the case of one of the smaller denominations. [720,781,927,920]
article-paragraph: Some interesting observations upon matters of general interest in connection with his visit to England were made one day by Mr. F. R. Sargood, of Dunedin, who returned by the Niagara after an absence of nearly two years from New Zealand. During the time he was in England Mr. Sargood noticed a great change in the spirit of the people. The country was passing through one of the greatest industrial crises in its history, and economic changes were very marked. "One of the most important things I noticed," remarked Mr. Sargood, "was the changed attitude on the part of the public with regard to labor. The extremists got a very poor hearing in England to-day. While I was in England the unemployment problem was at its acutest stage, over 2,000,000 men being out of work. This brought things home to the people. They came to realise the urgent importance of work, and clamored for the few jobs that were offering. Of course, there were many slackers quite willing to live on the unemployment dole, but the men, for the most part, were eager for work. [941,122,1148,308]
ad-body: ACCOMMODATION at one of N.Z.'s leading Hotels. MODERN in every respect: Electric light, h. and c. water in bedrooms, bathrooms, fire-proof. Unique situation overlooking river and town. Five minutes from P.O. and railway. Sun and sea breeze all day. Garage for visitors' cars. Unsurpassed cuisine. [278,1207,479,1262]
article-paragraph: "My removal was excellent! I am delighted!" This was the brief pleasing message from a client whose furniture we 'shifted.' We shall be glad if to handle yours too. Our men are expert. Our equipment is the most up-to-date in the Dominion. Estimates gladly given at our offices. The New Zealand Express Co., Ltd. [494,1213,705,1268]
ad-tourists-guide [1164,758,1372,942]
listing-subhead: SUBURBAN PROPERTY FOR SHEEP COUNTRY. [42,320,233,328]
agent-name: L. A. NOLAN & CO. [1542,506,1706,525]
ad-body: —the proved friend of Australian and New Zealand dairymen for over 20 years. Men like Mr. W. F. Brisbane, the well-known Ayrshire breeder of Victoria, swear by Sykes's Drench. They realise the necessity for cleansing the cow's system and of building up her blood. Sykes's Drench is sold at 1/6 pkt (sufficient for drenching two cows) or 17/- by the dozen; in case lots of 6 dozen, 16/- per dozen. It may be obtained from all chemists and progressive stores. [1171,656,1365,743]
ad-rowsons [1387,875,1617,993]
column-rule [483,60,484,1988]
business-street: DEVON STREET, NEW PLYMOUTH. [1205,1003,1331,1011]
listing: 230 ACRES, all in grass and all ploughable. First-class buildings, which include 6-roomed house with bath, h. and c. water, Wizard light, concreted motor garage, concreted cowshed, engine room, milking machine and separator. Stock are: 61 dairy cows 13 horses; 1 bull and some young cattle. Will sell as a going concern at £30 per acre, and good terms can be arranged. There are no mortgages on this place, and for health reasons the owner is very anxious to sell. We have inspected this property, and recommend inspection. [12,110,263,196]
agent-role: AUCTIONEER, LAND AND FINANCE AGENT, [1544,388,1704,396]
ad-heading: THE TUBE & TYRE SERVICE [1181,964,1354,977]
rule [571,100,627,101]
list-item: Other valuable information. [1172,884,1273,893]
product-name: Sykes's Drench [1185,624,1350,649]
ad-heading: TOURIST'S GUIDE [1195,775,1341,792]
column-land-for-sale-3 [1383,60,1865,1988]
ad-hawera-property: A HAWERA PROPERTY FOR SALE ON VERY EASY TERMS. 3½ ACRES of good land, plenty feed, adjoining borough and alongside school. Carry two cows and do them well. Five-roomed house, electric light, telephone, wash shed, stable, cow shed, fowlhouse, all in good order. Price £1250. No deposit. Can purchase by paying £2 yearly, no matter how badly burnt. J. J. ALLEN LAND AGENT, Box 196. Hawera. Phone 538 Office: High Street West. [12,743,263,889]
